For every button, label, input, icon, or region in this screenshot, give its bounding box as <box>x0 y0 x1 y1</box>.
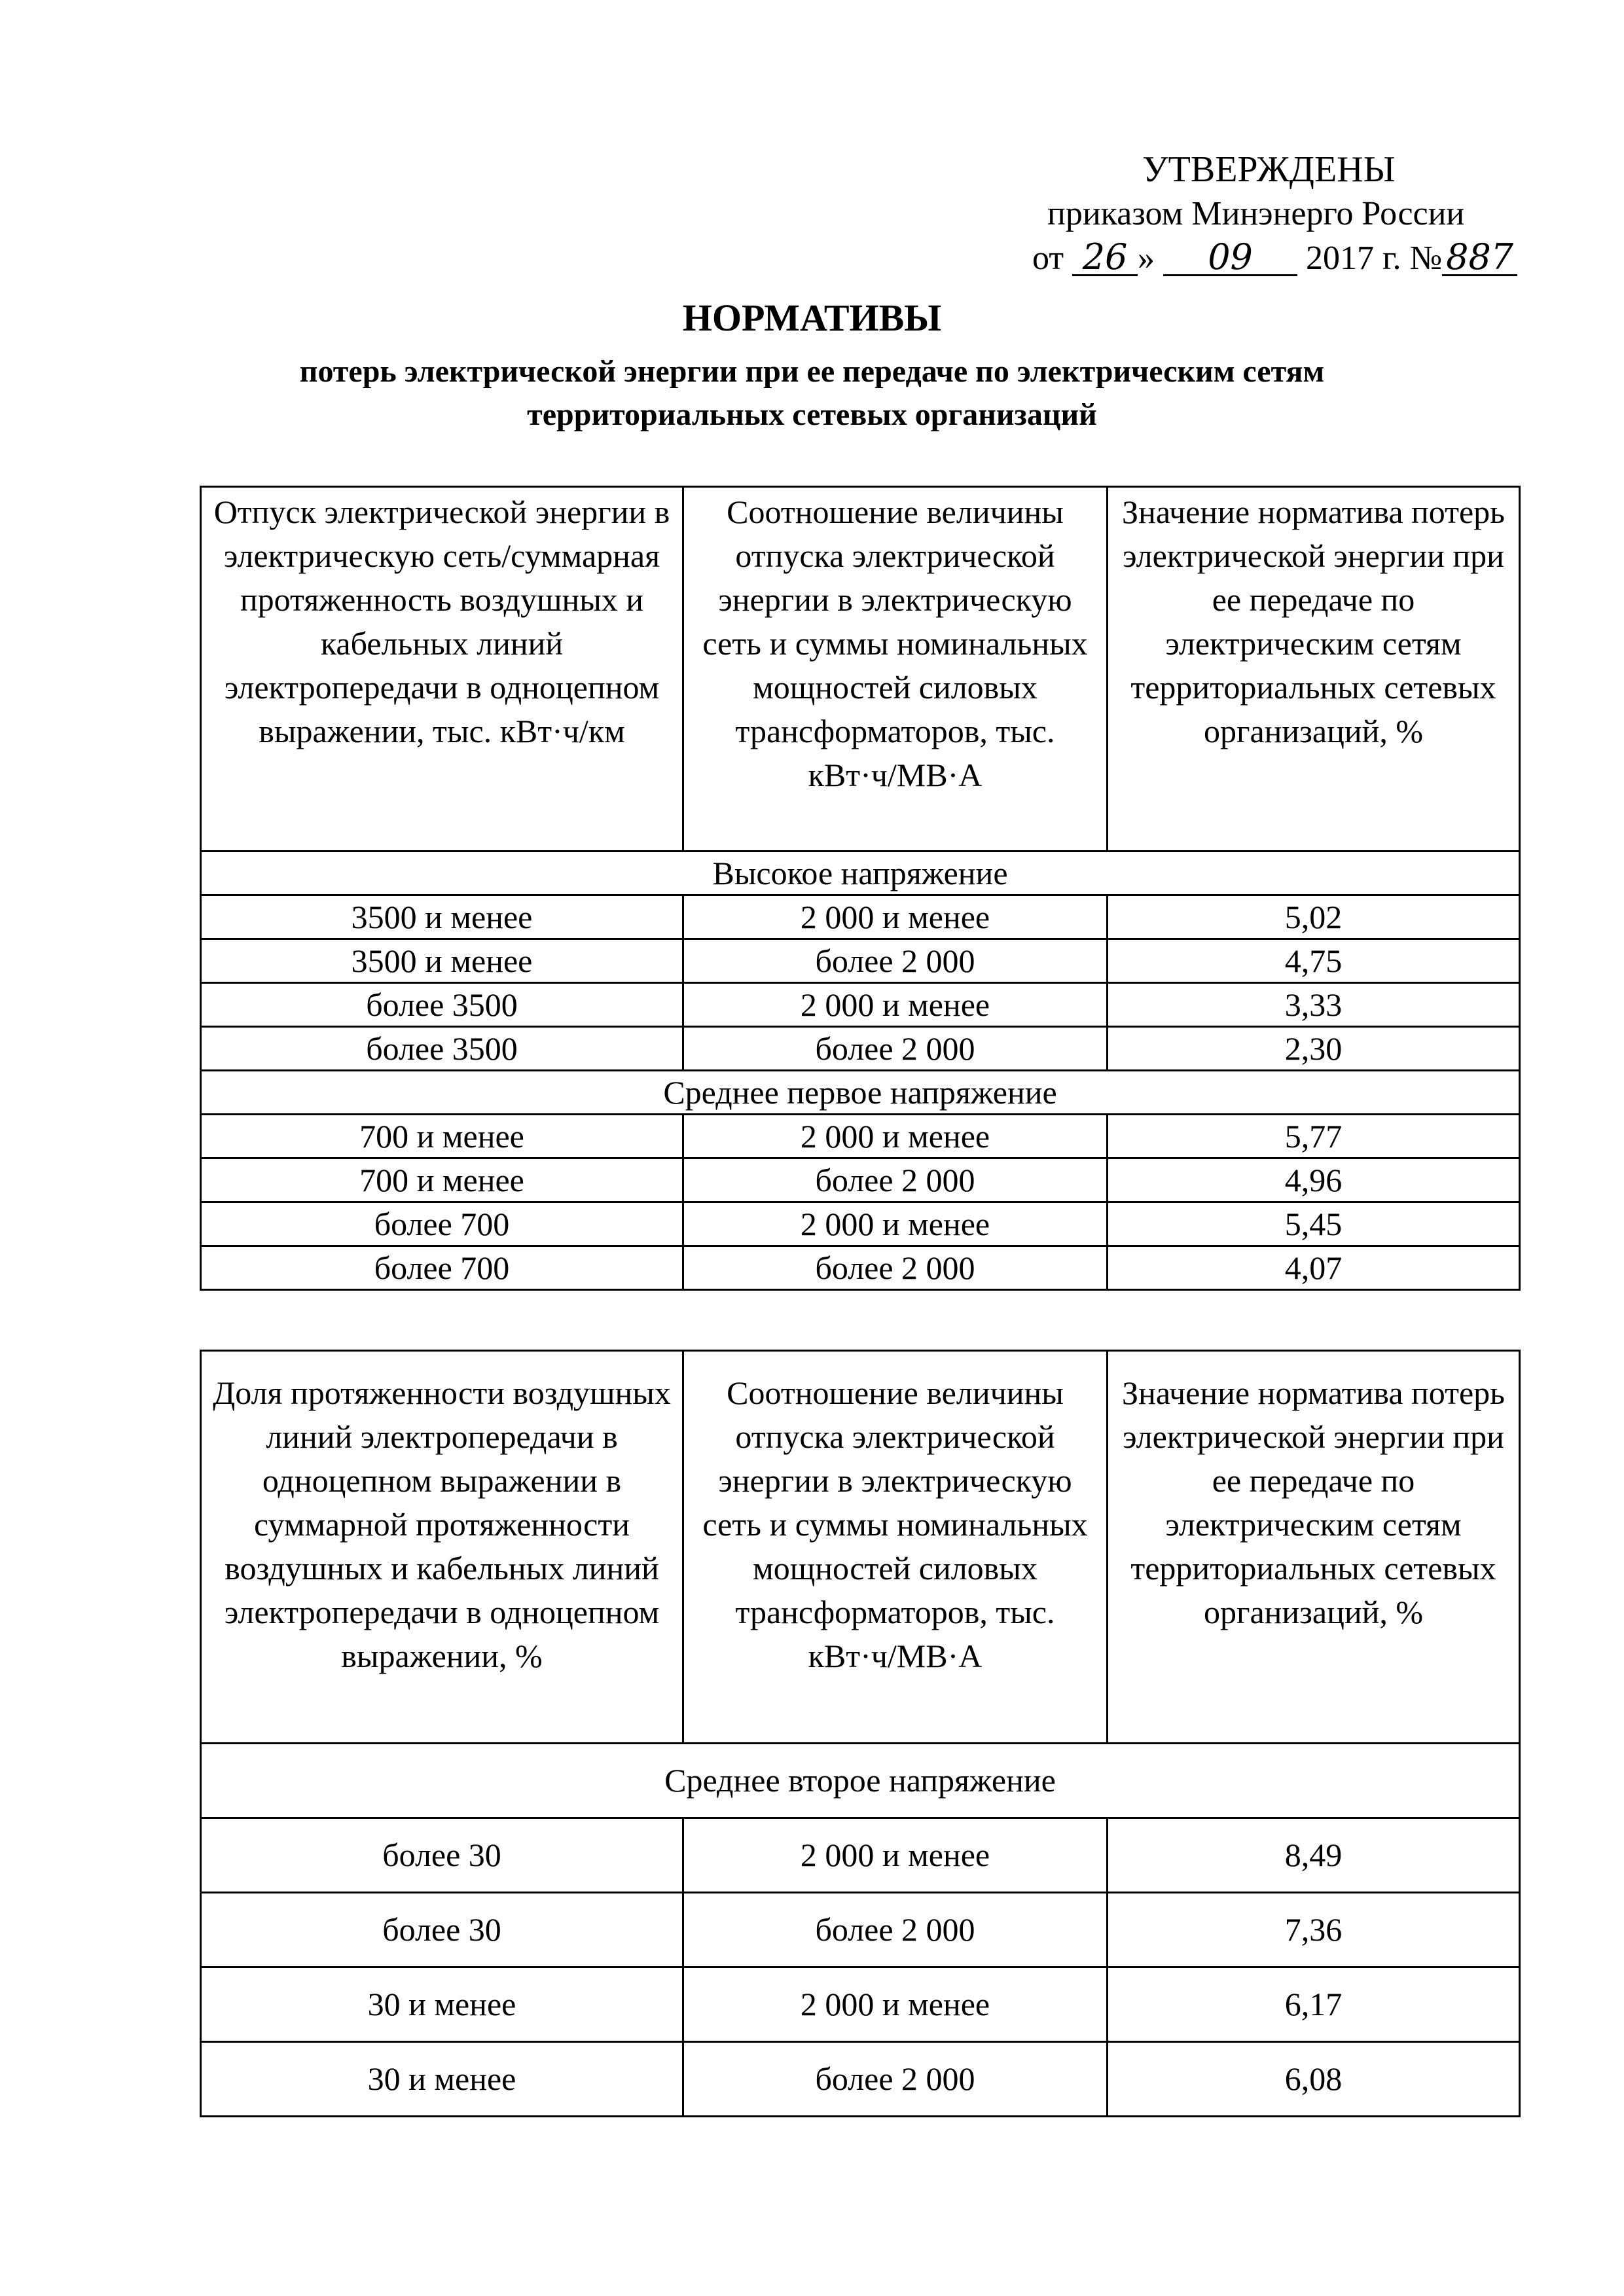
order-year: 2017 г. <box>1306 240 1401 277</box>
table-cell: 30 и менее <box>201 1967 683 2042</box>
table-cell: 3500 и менее <box>201 939 683 983</box>
table-cell: 2,30 <box>1108 1027 1520 1071</box>
table-cell: 5,77 <box>1108 1115 1520 1158</box>
order-line: приказом Минэнерго России <box>1047 195 1465 232</box>
table-cell: 4,07 <box>1108 1246 1520 1290</box>
header-overhead-share: Доля протяженности воздушных линий электропередачи в одноцепном выражении в суммарной протяженности воздушных и кабельных линий электропередачи в одноцепном выражении, % <box>201 1351 683 1744</box>
table-row <box>201 1202 1520 1246</box>
table-cell: более 2 000 <box>683 1158 1108 1202</box>
header-energy-per-km: Отпуск электрической энергии в электрическую сеть/суммарная протяженность воздушных и кабельных линий электропередачи в одноцепном выражении, тыс. кВт·ч/км <box>201 487 683 852</box>
section-medium-first-voltage: Среднее первое напряжение <box>201 1071 1520 1115</box>
section-high-voltage: Высокое напряжение <box>201 852 1520 895</box>
table-cell: более 2 000 <box>683 2042 1108 2117</box>
table-cell: 4,75 <box>1108 939 1520 983</box>
header-energy-ratio: Соотношение величины отпуска электрической энергии в электрическую сеть и суммы номинальных мощностей силовых трансформаторов, тыс. кВт·ч/МВ·А <box>683 487 1108 852</box>
table-cell: более 2 000 <box>683 1246 1108 1290</box>
number-prefix: № <box>1409 240 1443 277</box>
order-day: 26 <box>1072 240 1138 276</box>
table-cell: более 2 000 <box>683 939 1108 983</box>
table-row <box>201 1818 1520 1893</box>
table-cell: 30 и менее <box>201 2042 683 2117</box>
table-cell: 6,08 <box>1108 2042 1520 2117</box>
header-energy-ratio: Соотношение величины отпуска электрической энергии в электрическую сеть и суммы номинальных мощностей силовых трансформаторов, тыс. кВт·ч/МВ·А <box>683 1351 1108 1744</box>
table-cell: более 2 000 <box>683 1027 1108 1071</box>
table-cell: 7,36 <box>1108 1893 1520 1967</box>
table-cell: 2 000 и менее <box>683 1967 1108 2042</box>
table-cell: более 3500 <box>201 983 683 1027</box>
table-cell: 3,33 <box>1108 983 1520 1027</box>
table-cell: более 30 <box>201 1818 683 1893</box>
order-date-line <box>1032 236 1517 278</box>
order-month: 09 <box>1163 240 1297 276</box>
quote-close: » <box>1138 240 1155 277</box>
header-loss-norm: Значение норматива потерь электрической энергии при ее передаче по электрическим сетям территориальных сетевых организаций, % <box>1108 487 1520 852</box>
table-row <box>201 1246 1520 1290</box>
table-row <box>201 1893 1520 1967</box>
table-cell: 5,45 <box>1108 1202 1520 1246</box>
table-cell: более 700 <box>201 1246 683 1290</box>
table-cell: 6,17 <box>1108 1967 1520 2042</box>
table-row <box>201 1967 1520 2042</box>
document-subtitle-line2: территориальных сетевых организаций <box>527 397 1097 432</box>
table-cell: 4,96 <box>1108 1158 1520 1202</box>
table-cell: 2 000 и менее <box>683 1115 1108 1158</box>
order-number: 887 <box>1442 240 1517 276</box>
table-cell: 5,02 <box>1108 895 1520 939</box>
table-cell: более 30 <box>201 1893 683 1967</box>
table-row <box>201 939 1520 983</box>
table-cell: 2 000 и менее <box>683 895 1108 939</box>
table-cell: более 2 000 <box>683 1893 1108 1967</box>
table-cell: 700 и менее <box>201 1158 683 1202</box>
norms-table-medium2 <box>200 1350 1521 2117</box>
table-cell: 2 000 и менее <box>683 1818 1108 1893</box>
table-row <box>201 2042 1520 2117</box>
table-cell: 2 000 и менее <box>683 983 1108 1027</box>
table-cell: 2 000 и менее <box>683 1202 1108 1246</box>
header-loss-norm: Значение норматива потерь электрической энергии при ее передаче по электрическим сетям территориальных сетевых организаций, % <box>1108 1351 1520 1744</box>
table-row <box>201 1115 1520 1158</box>
table-cell: более 3500 <box>201 1027 683 1071</box>
table-row <box>201 1027 1520 1071</box>
approved-label: УТВЕРЖДЕНЫ <box>1142 149 1396 190</box>
document-title: НОРМАТИВЫ <box>682 296 942 339</box>
table-cell: 700 и менее <box>201 1115 683 1158</box>
table-cell: 3500 и менее <box>201 895 683 939</box>
document-subtitle-line1: потерь электрической энергии при ее передаче по электрическим сетям <box>299 354 1325 389</box>
section-medium-second-voltage: Среднее второе напряжение <box>201 1744 1520 1818</box>
date-prefix: от <box>1032 240 1064 277</box>
table-cell: более 700 <box>201 1202 683 1246</box>
table-cell: 8,49 <box>1108 1818 1520 1893</box>
table-row <box>201 1158 1520 1202</box>
table-row <box>201 895 1520 939</box>
norms-table-high-medium1 <box>200 486 1521 1291</box>
table-row <box>201 983 1520 1027</box>
